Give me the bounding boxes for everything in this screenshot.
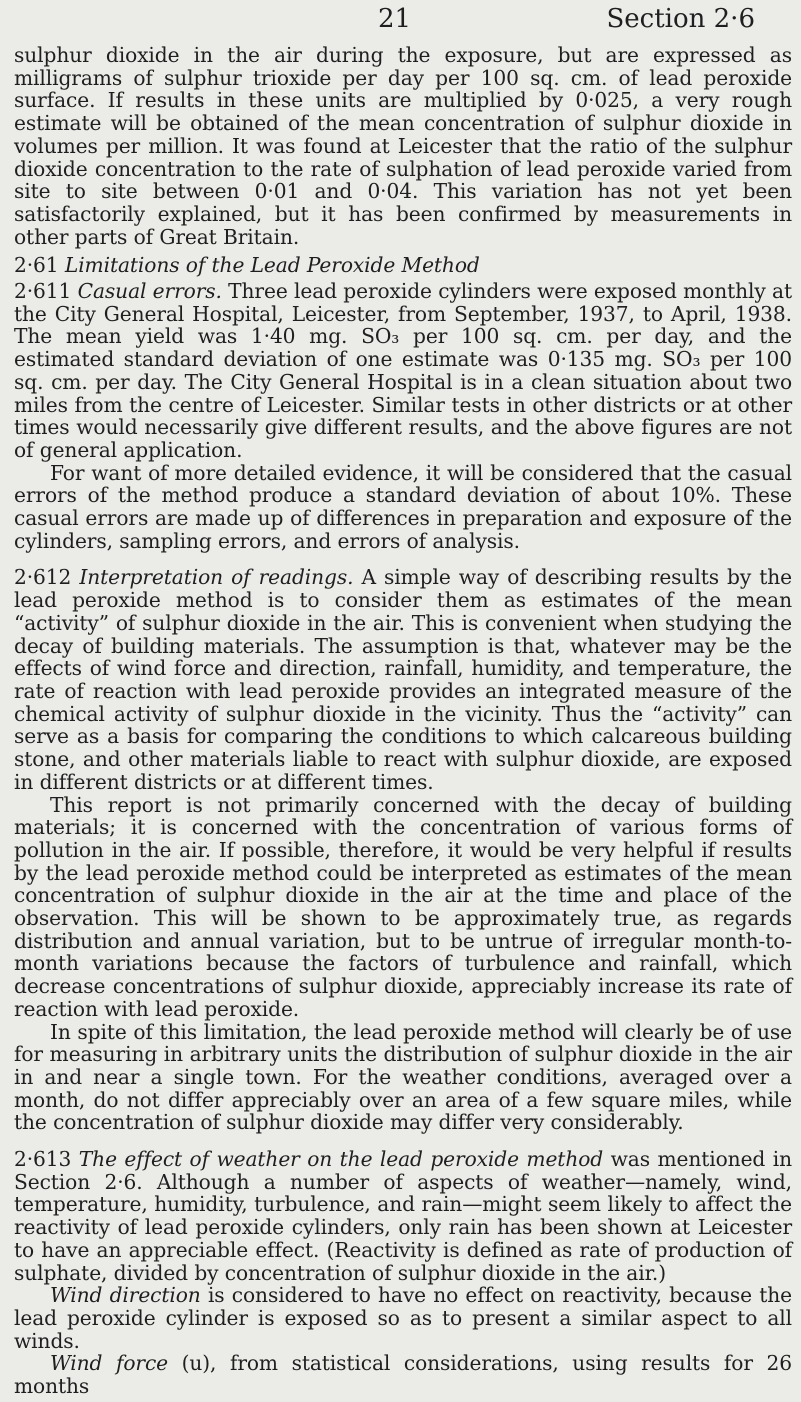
paragraph-text: Three lead peroxide cylinders were exposed monthly at the City General Hospital, Leicester, from September, 1937, to April, 1938. The mean yield was 1·40 mg. SO₃ per 100 sq. cm. per day, and the estimated standard deviation of one estimate was 0·135 mg. SO₃ per 100 sq. cm. per day. The City General Hospital is in a clean situation about two miles from the centre of Leicester. Similar tests in other districts or at other times would necessarily give different results, and the above figures are not of general application. bbox=[14, 279, 792, 462]
subsection-title: Casual errors. bbox=[77, 279, 222, 304]
paragraph bbox=[14, 1284, 792, 1352]
paragraph-text: (u), from statistical considerations, using results for 26 months bbox=[14, 1351, 792, 1399]
paragraph-text: was mentioned in Section 2·6. Although a number of aspects of weather—namely, wind, temperature, humidity, turbulence, and rain—might seem likely to affect the reactivity of lead peroxide cylinders, only rain has been shown at Leicester to have an appreciable effect. (Reactivity is defined as rate of production of sulphate, divided by concentration of sulphur dioxide in the air.) bbox=[14, 1147, 793, 1285]
page-header bbox=[0, 2, 801, 42]
subsection-number: 2·611 bbox=[14, 279, 72, 304]
paragraph-2-612 bbox=[14, 566, 792, 793]
paragraph-intro: sulphur dioxide in the air during the exposure, but are expressed as milligrams of sulphur trioxide per day per 100 sq. cm. of lead peroxide surface. If results in these units are multiplied by 0·025, a very rough estimate will be obtained of the mean concentration of sulphur dioxide in volumes per million. It was found at Leicester that the ratio of the sulphur dioxide concentration to the rate of sulphation of lead peroxide varied from site to site between 0·01 and 0·04. This variation has not yet been satisfactorily explained, but it has been confirmed by measurements in other parts of Great Britain. bbox=[14, 43, 792, 249]
paragraph: In spite of this limitation, the lead peroxide method will clearly be of use for measuring in arbitrary units the distribution of sulphur dioxide in the air in and near a single town. For the weather conditions, averaged over a month, do not differ appreciably over an area of a few square miles, while the concentration of sulphur dioxide may differ very considerably. bbox=[14, 1019, 792, 1135]
body-text bbox=[14, 44, 792, 1398]
section-heading-2-61 bbox=[14, 254, 792, 277]
paragraph: This report is not primarily concerned with the decay of building materials; it is concerned with the concentration of various forms of pollution in the air. If possible, therefore, it would be very helpful if results by the lead peroxide method could be interpreted as estimates of the mean concentration of sulphur dioxide in the air at the time and place of the observation. This will be shown to be approximately true, as regards distribution and annual variation, but to be untrue of irregular month-to-month variations because the factors of turbulence and rainfall, which decrease concentrations of sulphur dioxide, appreciably increase its rate of reaction with lead peroxide. bbox=[14, 792, 792, 1021]
paragraph-text: A simple way of describing results by the lead peroxide method is to consider them as estimates of the mean “activity” of sulphur dioxide in the air. This is convenient when studying the decay of building materials. The assumption is that, whatever may be the effects of wind force and direction, rainfall, humidity, and temperature, the rate of reaction with lead peroxide provides an integrated measure of the chemical activity of sulphur dioxide in the vicinity. Thus the “activity” can serve as a basis for comparing the conditions to which calcareous building stone, and other materials liable to react with sulphur dioxide, are exposed in different districts or at different times. bbox=[14, 565, 792, 794]
paragraph-text: is considered to have no effect on reactivity, because the lead peroxide cylinder is exposed so as to present a similar aspect to all winds. bbox=[14, 1283, 792, 1353]
page-number: 21 bbox=[378, 4, 412, 34]
paragraph-2-613 bbox=[14, 1148, 792, 1284]
term-wind-force: Wind force bbox=[50, 1351, 168, 1376]
paragraph-2-611 bbox=[14, 280, 792, 462]
paragraph bbox=[14, 1352, 792, 1397]
subsection-number: 2·613 bbox=[14, 1147, 72, 1172]
subsection-title: The effect of weather on the lead peroxide method bbox=[78, 1147, 604, 1172]
section-label: Section 2·6 bbox=[606, 4, 755, 34]
paragraph: For want of more detailed evidence, it will be considered that the casual errors of the method produce a standard deviation of about 10%. These casual errors are made up of differences in preparation and exposure of the cylinders, sampling errors, and errors of analysis. bbox=[14, 460, 792, 553]
section-title: Limitations of the Lead Peroxide Method bbox=[64, 253, 480, 278]
term-wind-direction: Wind direction bbox=[50, 1283, 201, 1308]
subsection-number: 2·612 bbox=[14, 565, 72, 590]
section-number: 2·61 bbox=[14, 253, 59, 278]
subsection-title: Interpretation of readings. bbox=[79, 565, 354, 590]
